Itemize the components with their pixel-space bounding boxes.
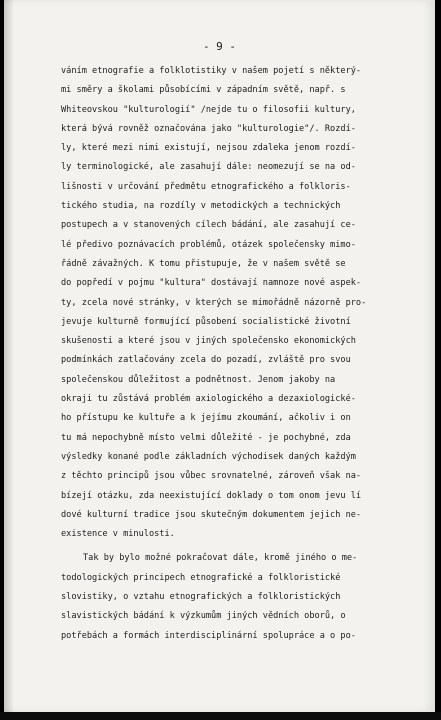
- text-line: řádně závažných. K tomu přistupuje, že v našem světě se: [61, 258, 346, 269]
- text-line: lé předivo poznávacích problémů, otázek společensky mimo-: [61, 239, 356, 250]
- text-line: mi směry a školami působícími v západním světě, např. s: [61, 85, 346, 96]
- text-line: slovistiky, o vztahu etnografických a folkloristických: [61, 592, 341, 603]
- text-line: Tak by bylo možné pokračovat dále, kromě jiného o me-: [83, 553, 358, 564]
- text-line: potřebách a formách interdisciplinární spolupráce a o po-: [61, 630, 356, 641]
- text-line: podmínkách zatlačovány zcela do pozadí, zvláště pro svou: [61, 355, 351, 366]
- text-line: existence v minulosti.: [61, 529, 175, 540]
- body-text: [61, 62, 421, 646]
- text-line: ty, zcela nové stránky, v kterých se mimořádně názorně pro-: [61, 297, 367, 308]
- text-line: okraji tu zůstává problém axiologického a dezaxiologické-: [61, 394, 356, 405]
- text-line: bízejí otázku, zda neexistující doklady o tom onom jevu lí: [61, 490, 362, 501]
- text-line: lišnosti v určování předmětu etnografického a folkloris-: [61, 181, 351, 192]
- text-line: postupech a v stanovených cílech bádání, ale zasahují ce-: [61, 220, 356, 231]
- text-line: dové kulturní tradice jsou skutečným dokumentem jejich ne-: [61, 509, 362, 520]
- text-line: váním etnografie a folklotistiky v našem pojetí s některý-: [61, 66, 362, 76]
- text-line: todologických principech etnografické a folkloristické: [61, 572, 341, 583]
- scan-background-strip: [0, 712, 441, 720]
- text-line: ly, které mezi nimi existují, nejsou zdaleka jenom rozdí-: [61, 143, 356, 154]
- page-number: - 9 -: [202, 40, 237, 53]
- text-line: slavistických bádání k výzkumům jiných vědních oborů, o: [61, 611, 346, 622]
- binding-shadow: [4, 0, 14, 712]
- text-line: Whiteovskou "kulturologií" /nejde tu o filosofii kultury,: [61, 104, 356, 115]
- text-line: tického studia, na rozdíly v metodických a technických: [61, 201, 341, 212]
- paragraph-2: [61, 549, 421, 645]
- text-line: skušenosti a které jsou v jiných společensko ekonomických: [61, 336, 356, 347]
- text-line: výsledky konané podle základních východisek daných každým: [61, 451, 356, 462]
- text-line: ho přístupu ke kultuře a k jejímu zkoumání, ačkoliv i on: [61, 413, 351, 424]
- text-line: která bývá rovněž označována jako "kulturologie"/. Rozdí-: [61, 123, 356, 134]
- text-line: ly terminologické, ale zasahují dále: neomezují se na od-: [61, 162, 356, 173]
- text-line: tu má nepochybně místo velmi důležité - je pochybné, zda: [61, 432, 351, 443]
- document-page: [4, 0, 435, 712]
- text-line: do popředí v pojmu "kultura" dostávají namnoze nové aspek-: [61, 278, 362, 289]
- text-line: jevuje kulturně formující působení socialistické životní: [61, 316, 351, 327]
- text-line: společenskou důležitost a podnětnost. Jenom jakoby na: [61, 374, 336, 385]
- text-line: z těchto principů jsou vůbec srovnatelné, zároveň však na-: [61, 471, 362, 482]
- paragraph-1: [61, 62, 421, 544]
